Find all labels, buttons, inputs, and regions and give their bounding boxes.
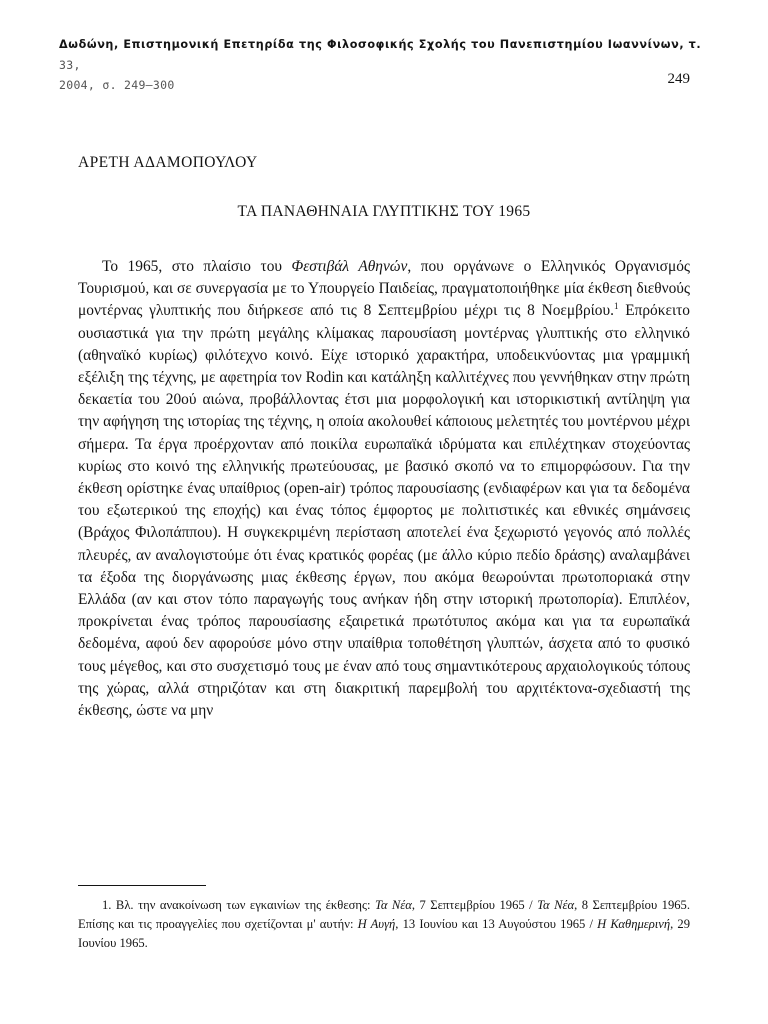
- footnote-source: Η Καθημερινή: [597, 917, 671, 931]
- article-author: ΑΡΕΤΗ ΑΔΑΜΟΠΟΥΛΟΥ: [78, 154, 258, 171]
- body-text-a: , που οργάνωνε ο Ελληνικός Οργανισμός Τουρισμού, και σε συνεργασία με το Υπουργείο Παιδείας, πραγματοποιήθηκε μία έκθεση διεθνούς μοντέρνας γλυπτικής που διήρκεσε από τις 8 Σεπτεμβρίου μέχρι τις 8 Νοεμβρίου.: [78, 258, 690, 320]
- page-number: 249: [667, 71, 690, 87]
- article-title: ΤΑ ΠΑΝΑΘΗΝΑΙΑ ΓΛΥΠΤΙΚΗΣ ΤΟΥ 1965: [237, 203, 531, 220]
- footnote-text: , 7 Σεπτεμβρίου 1965 /: [411, 898, 538, 912]
- footnote-source: Τα Νέα: [537, 898, 575, 912]
- footnote-text: , 29 Ιουνίου 1965.: [78, 917, 690, 950]
- footnote-divider: [78, 885, 206, 886]
- footnote-source: Η Αυγή: [357, 917, 396, 931]
- journal-title: Δωδώνη, Επιστημονική Επετηρίδα της Φιλοσοφικής Σχολής του Πανεπιστημίου Ιωαννίνων, τ.: [59, 38, 702, 51]
- footnote-1: [78, 896, 690, 953]
- journal-year-pages: 2004, σ. 249–300: [59, 78, 175, 92]
- body-paragraph: [78, 256, 690, 722]
- body-text-intro: Το 1965, στο πλαίσιο του: [102, 258, 292, 275]
- footnote-text: 1. Βλ. την ανακοίνωση των εγκαινίων της έκθεσης:: [102, 898, 375, 912]
- journal-volume: 33,: [59, 58, 81, 72]
- footnote-text: , 8 Σεπτεμβρίου 1965. Επίσης και τις προαγγελίες που σχετίζονται μ' αυτήν:: [78, 898, 691, 931]
- footnote-source: Τα Νέα: [374, 898, 412, 912]
- footnote-reference[interactable]: 1: [613, 301, 619, 312]
- footnote-text: , 13 Ιουνίου και 13 Αυγούστου 1965 /: [395, 917, 598, 931]
- body-text-b: Επρόκειτο ουσιαστικά για την πρώτη μεγάλης κλίμακας παρουσίαση μοντέρνας γλυπτικής στο ελληνικό (αθηναϊκό κυρίως) φιλότεχνο κοινό. Είχε ιστορικό χαρακτήρα, υποδεικνύοντας μια γραμμική εξέλιξη της τέχνης, με αφετηρία τον Rodin και κατάληξη καλλιτέχνες που γεννήθηκαν στην πρώτη δεκαετία του 20ού αιώνα, προβάλλοντας έτσι μια μορφολογική και ιστορικιστική αντίληψη για την αφήγηση της ιστορίας της τέχνης, η οποία ακολουθεί κάποιους μελετητές του μοντέρνου μέχρι σήμερα. Τα έργα προέρχονταν από ποικίλα ευρωπαϊκά ιδρύματα και επιλέχτηκαν στοχεύοντας κυρίως στο κοινό της ελληνικής πρωτεύουσας, με βασικό σκοπό να το επιμορφώσουν. Για την έκθεση ορίστηκε ένας υπαίθριος (open-air) τρόπος παρουσίασης (ενδιαφέρων και για τα δεδομένα του εξωτερικού της εποχής) και ένας τόπος έμφορτος με πολιτιστικές και εθνικές σημάνσεις (Βράχος Φιλοπάππου). Η συγκεκριμένη περίσταση αποτελεί ένα ξεχωριστό γεγονός από πολλές πλευρές, αν αναλογιστούμε ότι ένας κρατικός φορέας (με άλλο κύριο πεδίο δράσης) αναλαμβάνει τα έξοδα της διοργάνωσης μιας έκθεσης έργων, που ακόμα θεωρούνται πρωτοποριακά στην Ελλάδα (αν και στον τόπο παραγωγής τους ανήκαν ήδη στην ιστορική πρωτοπορία). Επιπλέον, προκρίνεται ένας τρόπος παρουσίασης εξαιρετικά πρωτότυπος ακόμα και για τα ευρωπαϊκά δεδομένα, αφού δεν αφορούσε μόνο στην υπαίθρια τοποθέτηση γλυπτών, άσχετα από το φυσικό τους μέγεθος, και στο συσχετισμό τους με έναν από τους σημαντικότερους αρχαιολογικούς τόπους της χώρας, αλλά στηριζόταν και στη διακριτική παρεμβολή του αρχιτέκτονα-σχεδιαστή της έκθεσης, ώστε να μην: [78, 302, 690, 720]
- running-header: [59, 34, 712, 95]
- festival-name: Φεστιβάλ Αθηνών: [291, 258, 408, 275]
